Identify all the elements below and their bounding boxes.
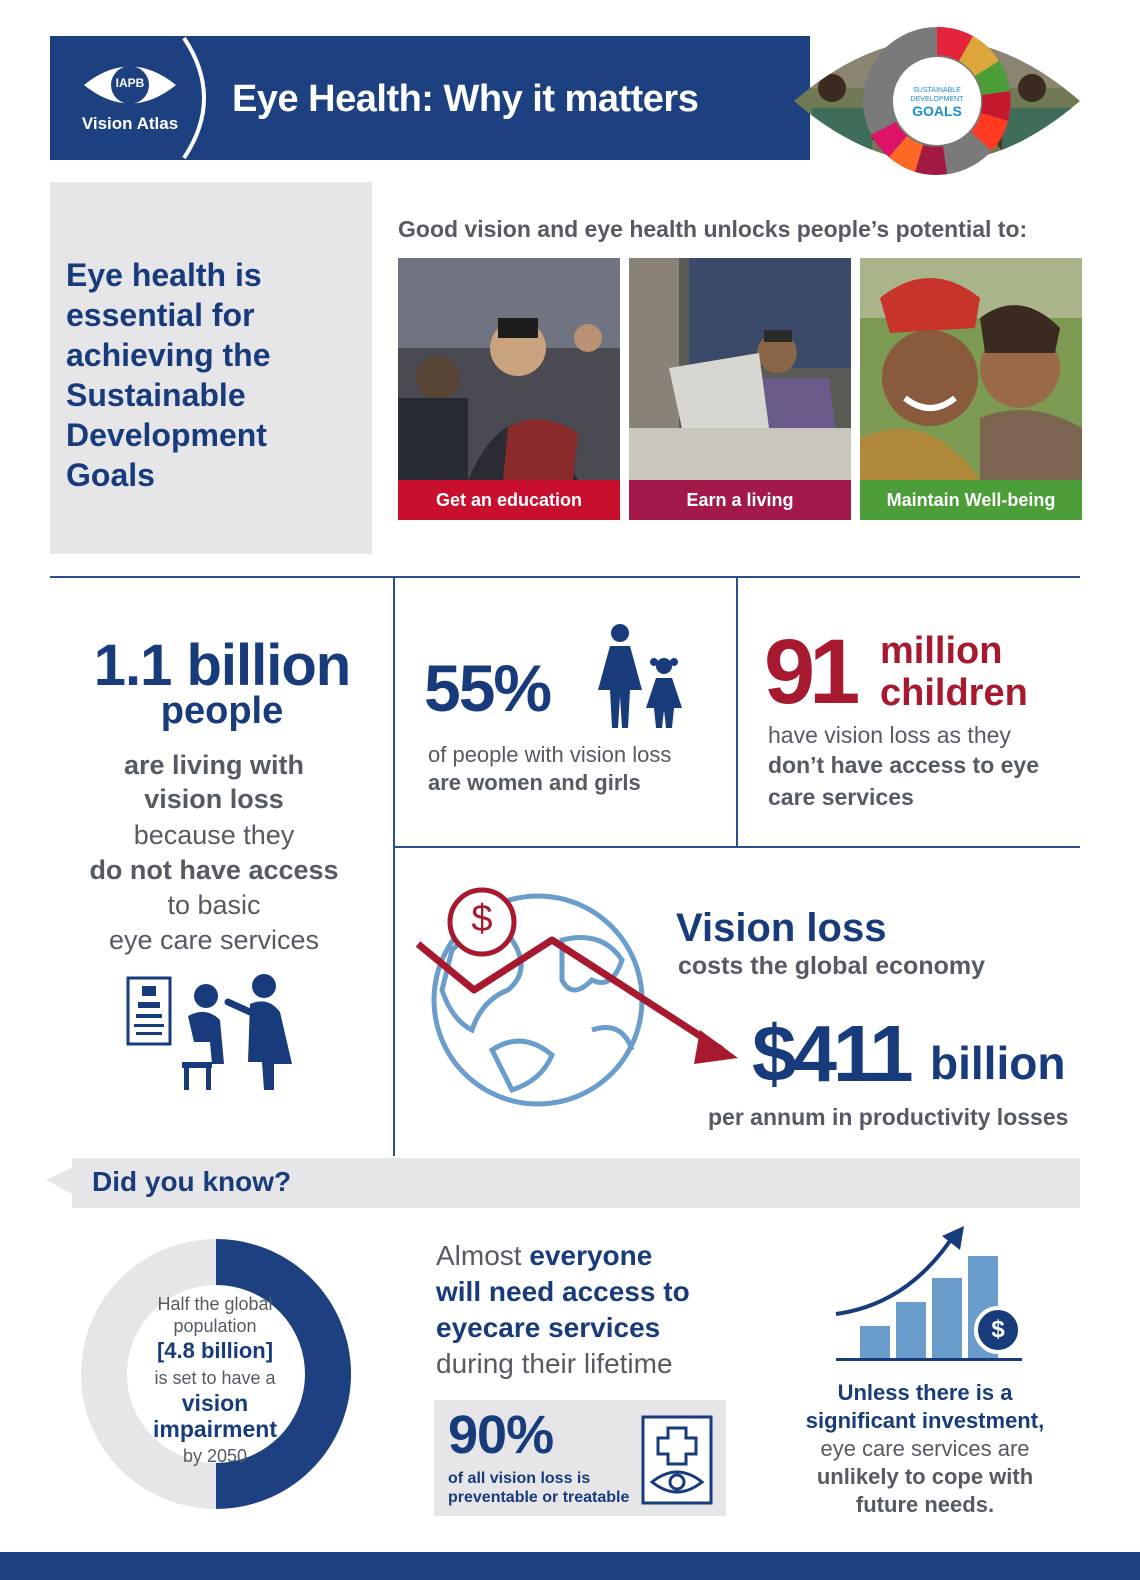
stat-people-line-5: to basic xyxy=(167,890,261,920)
everyone-line-4: during their lifetime xyxy=(436,1348,673,1379)
logo-name: Vision Atlas xyxy=(81,114,179,133)
earning-photo xyxy=(629,258,851,480)
stat-people-number: 1.1 billion xyxy=(93,633,351,698)
sdg-badge-line-3: GOALS xyxy=(912,103,962,119)
woman-girl-icon xyxy=(594,624,686,730)
did-you-know-heading: Did you know? xyxy=(92,1166,292,1197)
economy-amount: $411 xyxy=(752,1009,910,1098)
divider-vertical-right xyxy=(736,576,738,846)
stat-people-line-3: because they xyxy=(133,820,295,850)
intro-line-5: Development xyxy=(66,417,267,453)
everyone-w2: everyone xyxy=(529,1240,653,1271)
donut-line-6: impairment xyxy=(153,1416,277,1442)
stat-women-line-1: of people with vision loss xyxy=(428,742,672,767)
investment-line-1: Unless there is a xyxy=(837,1380,1013,1405)
stat-children-unit-2: children xyxy=(880,672,1028,714)
investment-line-4: unlikely to cope with xyxy=(816,1464,1034,1489)
investment-line-5: future needs. xyxy=(855,1492,995,1517)
stat-people-line-1: are living with xyxy=(123,750,305,780)
sdg-eye-icon xyxy=(792,18,1082,184)
preventable-line-1: of all vision loss is xyxy=(448,1470,591,1487)
donut-line-5: vision xyxy=(181,1390,249,1416)
donut-line-3: [4.8 billion] xyxy=(156,1338,274,1363)
donut-line-1: Half the global xyxy=(157,1294,273,1314)
page-title: Eye Health: Why it matters xyxy=(232,78,699,120)
donut-line-4: is set to have a xyxy=(154,1368,276,1388)
everyone-w1: Almost xyxy=(436,1240,530,1271)
stat-people-unit: people xyxy=(160,690,284,732)
logo-badge: IAPB xyxy=(115,76,145,90)
stat-children-number: 91 xyxy=(764,621,855,723)
eye-exam-icon xyxy=(124,972,310,1094)
preventable-line-2: preventable or treatable xyxy=(448,1489,630,1506)
header-divider-arc xyxy=(176,36,226,160)
potential-heading: Good vision and eye health unlocks people’s potential to: xyxy=(398,216,1028,242)
medical-eye-icon xyxy=(640,1414,714,1506)
intro-line-6: Goals xyxy=(66,457,155,493)
stat-children-line-2: don’t have access to eye xyxy=(768,752,1040,778)
everyone-line-2: will need access to xyxy=(436,1276,690,1307)
economy-subheading: costs the global economy xyxy=(678,952,986,980)
economy-footnote: per annum in productivity losses xyxy=(708,1104,1069,1130)
investment-line-2: significant investment, xyxy=(805,1408,1045,1433)
economy-unit: billion xyxy=(930,1037,1066,1089)
stat-children-line-1: have vision loss as they xyxy=(768,722,1011,748)
donut-line-2: population xyxy=(173,1316,257,1336)
intro-line-2: essential for xyxy=(66,297,255,333)
footer-band xyxy=(0,1552,1140,1580)
everyone-line-3: eyecare services xyxy=(436,1312,661,1343)
stat-women-line-2: are women and girls xyxy=(428,770,641,795)
everyone-line-1 xyxy=(436,1240,652,1272)
wellbeing-photo xyxy=(860,258,1082,480)
donut-line-7: by 2050 xyxy=(182,1446,248,1466)
education-photo xyxy=(398,258,620,480)
investment-dollar-symbol: $ xyxy=(991,1316,1005,1343)
intro-statement xyxy=(66,255,366,495)
stat-people-line-6: eye care services xyxy=(108,925,320,955)
divider-middle xyxy=(393,846,1080,848)
investment-line-3: eye care services are xyxy=(820,1436,1030,1461)
stat-women-percent: 55% xyxy=(424,651,551,725)
sdg-badge-line-2: DEVELOPMENT xyxy=(910,96,964,103)
economy-heading: Vision loss xyxy=(676,906,887,950)
econ-dollar-symbol: $ xyxy=(471,898,493,940)
stat-children-line-3: care services xyxy=(768,784,914,810)
panel-label-earning: Earn a living xyxy=(629,480,851,520)
preventable-percent: 90% xyxy=(448,1405,554,1465)
stat-people-line-2: vision loss xyxy=(144,784,284,814)
intro-line-3: achieving the xyxy=(66,337,271,373)
intro-line-1: Eye health is xyxy=(66,257,262,293)
sdg-badge-line-1: SUSTAINABLE xyxy=(913,87,961,94)
divider-top xyxy=(50,576,1080,578)
stat-people-line-4: do not have access xyxy=(89,855,339,885)
stat-children-unit-1: million xyxy=(880,630,1003,672)
panel-label-wellbeing: Maintain Well-being xyxy=(860,480,1082,520)
panel-label-education: Get an education xyxy=(398,480,620,520)
intro-line-4: Sustainable xyxy=(66,377,246,413)
